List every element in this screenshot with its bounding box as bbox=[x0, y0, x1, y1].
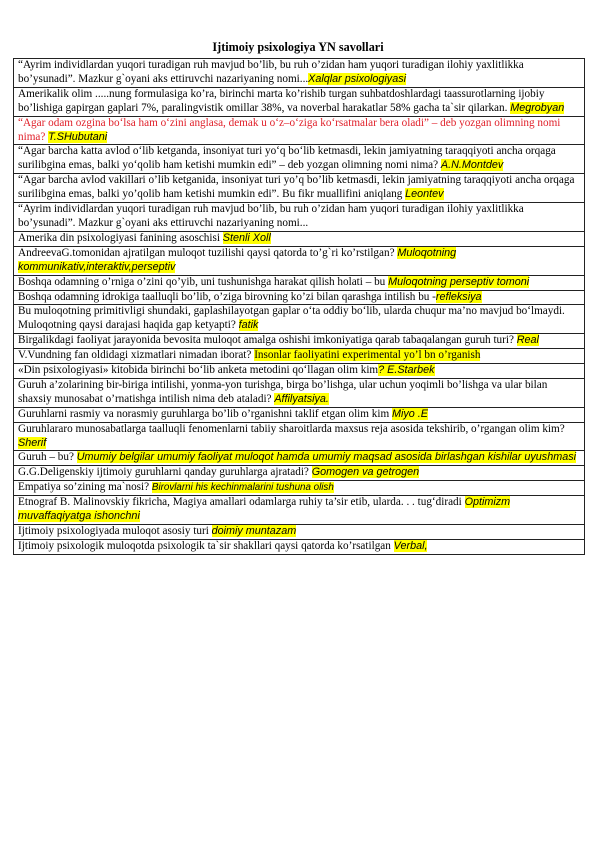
document-title: Ijtimoiy psixologiya YN savollari bbox=[212, 40, 384, 54]
question-text: “Agar barcha avlod vakillari o’lib ketganida, insoniyat turi yo’q bo’lib ketmasdi, lekin jamiyatning taraqqiyoti ancha orqaga surilibgina emas, balki yo’qolib ham ketishi mumkin edi”. Bu fikr muallifini aniqlang bbox=[18, 174, 575, 201]
answer-highlight: Megrobyan bbox=[510, 101, 565, 114]
question-text: Ijtimoiy psixologiyada muloqot asosiy turi bbox=[18, 525, 212, 537]
answer-highlight: Umumiy belgilar umumiy faoliyat muloqot hamda umumiy maqsad asosida birlashgan kishilar uyushmasi bbox=[76, 451, 577, 464]
question-text: Empatiya so’zining ma`nosi? bbox=[18, 481, 152, 494]
question-text: “Agar barcha katta avlod o‘lib ketganda, insoniyat turi yo‘q bo‘lib ketmasdi, lekin jamiyatning taraqqiyoti ancha orqaga surilibgina emas, balki yo‘qolib ham ketishi mumkin edi” – deb yozgan olimning nomi nima? bbox=[18, 145, 556, 172]
question-cell bbox=[14, 364, 585, 379]
question-cell bbox=[14, 407, 585, 422]
table-row bbox=[14, 275, 585, 290]
table-row bbox=[14, 174, 585, 203]
question-text: Amerikalik olim .....nung formulasiga ko’ra, birinchi marta ko’rishib turgan suhbatdoshlardagi taassurotlarning ijobiy bo’lishiga gapirgan gaplari 7%, paralingvistik omillar 38%, va noverbal harakatlar 58% gacha ta`sir qilarkan. bbox=[18, 87, 545, 114]
table-row bbox=[14, 525, 585, 540]
question-cell bbox=[14, 246, 585, 275]
table-row bbox=[14, 116, 585, 145]
answer-highlight: Verbal, bbox=[393, 539, 428, 552]
question-text: Guruhlarni rasmiy va norasmiy guruhlarga bo’lib o’rganishni taklif etgan olim kim bbox=[18, 407, 392, 420]
table-row bbox=[14, 407, 585, 422]
question-cell bbox=[14, 496, 585, 525]
answer-highlight: fatik bbox=[238, 319, 259, 332]
table-row bbox=[14, 466, 585, 481]
question-text: “Agar odam ozgina bo‘lsa ham o‘zini anglasa, demak u o‘z–o‘ziga ko‘rsatmalar bera oladi” – deb yozgan olimning nomi nima? bbox=[18, 116, 561, 143]
question-cell bbox=[14, 378, 585, 407]
table-row bbox=[14, 496, 585, 525]
question-text: “Ayrim individlardan yuqori turadigan ruh mavjud bo’lib, bu ruh o’zidan ham yuqori turadigan ilohiy yaxlitlikka bo’ysunadi”. Mazkur g`oyani aks ettiruvchi nazariyaning nomi... bbox=[18, 203, 524, 229]
answer-highlight: Stenli Xoll bbox=[222, 231, 271, 244]
question-cell bbox=[14, 290, 585, 305]
answer-highlight: refleksiya bbox=[435, 290, 482, 303]
question-cell bbox=[14, 539, 585, 554]
answer-highlight: Muloqotning kommunikativ,interaktiv,perseptiv bbox=[18, 246, 457, 273]
answer-highlight: Affilyatsiya. bbox=[274, 392, 329, 405]
table-row bbox=[14, 59, 585, 88]
table-row bbox=[14, 364, 585, 379]
question-text: G.G.Deligenskiy ijtimoiy guruhlarni qanday guruhlarga ajratadi? bbox=[18, 466, 312, 479]
question-cell bbox=[14, 116, 585, 145]
question-text: Guruh – bu? bbox=[18, 451, 77, 464]
question-cell bbox=[14, 275, 585, 290]
answer-highlight: doimiy muntazam bbox=[211, 525, 297, 537]
question-text: Guruh a’zolarining bir-biriga intilishi, yonma-yon turishga, birga bo’lishga, ular uchun yoqimli bo’lishga va ular bilan shaxsiy munosabat o’rnatishga intilish nima deb ataladi? bbox=[18, 378, 548, 405]
question-cell bbox=[14, 525, 585, 540]
question-cell bbox=[14, 231, 585, 246]
question-text: Boshqa odamning o’rniga o’zini qo’yib, uni tushunishga harakat qilish holati – bu bbox=[18, 275, 389, 288]
question-cell bbox=[14, 203, 585, 232]
question-text: “Ayrim individlardan yuqori turadigan ruh mavjud bo’lib, bu ruh o’zidan ham yuqori turadigan ilohiy yaxlitlikka bo’ysunadi”. Mazkur g`oyani aks ettiruvchi nazariyaning nomi... bbox=[18, 59, 524, 85]
question-cell bbox=[14, 422, 585, 451]
question-cell bbox=[14, 466, 585, 481]
table-row bbox=[14, 246, 585, 275]
table-row bbox=[14, 422, 585, 451]
question-text: «Din psixologiyasi» kitobida birinchi bo‘lib anketa metodini qo‘llagan olim kim bbox=[18, 364, 379, 377]
question-text: Ijtimoiy psixologik muloqotda psixologik ta`sir shakllari qaysi qatorda ko’rsatilgan bbox=[18, 539, 394, 552]
answer-highlight: Real bbox=[516, 334, 539, 347]
question-table bbox=[13, 58, 585, 555]
table-row bbox=[14, 305, 585, 334]
table-row bbox=[14, 481, 585, 496]
answer-highlight: T.SHubutani bbox=[48, 130, 108, 143]
answer-highlight: Muloqotning perseptiv tomoni bbox=[388, 275, 530, 288]
answer-highlight: ? E.Starbek bbox=[378, 364, 435, 377]
table-row bbox=[14, 145, 585, 174]
table-row bbox=[14, 539, 585, 554]
question-cell bbox=[14, 87, 585, 116]
answer-highlight: Birovlarni his kechinmalarini tushuna olish bbox=[151, 482, 334, 494]
table-row bbox=[14, 203, 585, 232]
answer-highlight: Leontev bbox=[405, 188, 444, 201]
question-cell bbox=[14, 145, 585, 174]
answer-highlight: Gomogen va getrogen bbox=[311, 466, 420, 479]
question-text: Boshqa odamning idrokiga taalluqli bo’lib, o’ziga birovning ko’zi bilan qarashga intilish bu - bbox=[18, 290, 436, 303]
table-row bbox=[14, 87, 585, 116]
table-row bbox=[14, 349, 585, 364]
question-text: V.Vundning fan oldidagi xizmatlari nimadan iborat? bbox=[18, 349, 255, 362]
question-text: AndreevaG.tomonidan ajratilgan muloqot tuzilishi qaysi qatorda to’g`ri ko’rstilgan? bbox=[18, 246, 398, 259]
answer-highlight: Insonlar faoliyatini experimental yo’l bn o’rganish bbox=[254, 349, 481, 362]
table-row bbox=[14, 290, 585, 305]
question-text: Amerika din psixologiyasi fanining asoschisi bbox=[18, 231, 223, 244]
question-cell bbox=[14, 349, 585, 364]
question-cell bbox=[14, 451, 585, 466]
question-cell bbox=[14, 59, 585, 88]
question-text: Bu muloqotning primitivligi shundaki, gaplashilayotgan gaplar o‘ta oddiy bo‘lib, ularda chuqur ma’no mavjud bo‘lmaydi. Muloqotning qaysi darajasi haqida gap ketyapti? bbox=[18, 305, 565, 332]
question-text: Etnograf B. Malinovskiy fikricha, Magiya amallari odamlarga ruhiy ta’sir etib, ularda. . . tug‘diradi bbox=[18, 496, 465, 509]
table-row bbox=[14, 451, 585, 466]
answer-highlight: Sherif bbox=[18, 436, 47, 449]
table-row bbox=[14, 231, 585, 246]
question-text: Birgalikdagi faoliyat jarayonida bevosita muloqot amalga oshishi imkoniyatiga qarab tabaqalangan guruh turi? bbox=[18, 334, 517, 347]
question-cell bbox=[14, 305, 585, 334]
table-row bbox=[14, 334, 585, 349]
question-cell bbox=[14, 334, 585, 349]
question-cell bbox=[14, 481, 585, 496]
table-row bbox=[14, 378, 585, 407]
question-text: Guruhlararo munosabatlarga taalluqli fenomenlarni tabiiy sharoitlarda maxsus reja asosida tekshirib, o’rgangan olim kim? bbox=[18, 422, 565, 435]
answer-highlight: Optimizm muvaffaqiyatga ishonchni bbox=[18, 496, 511, 523]
answer-highlight: Xalqlar psixologiyasi bbox=[308, 72, 406, 85]
question-cell bbox=[14, 174, 585, 203]
answer-highlight: Miyo .E bbox=[391, 407, 428, 420]
answer-highlight: A.N.Montdev bbox=[440, 159, 504, 172]
